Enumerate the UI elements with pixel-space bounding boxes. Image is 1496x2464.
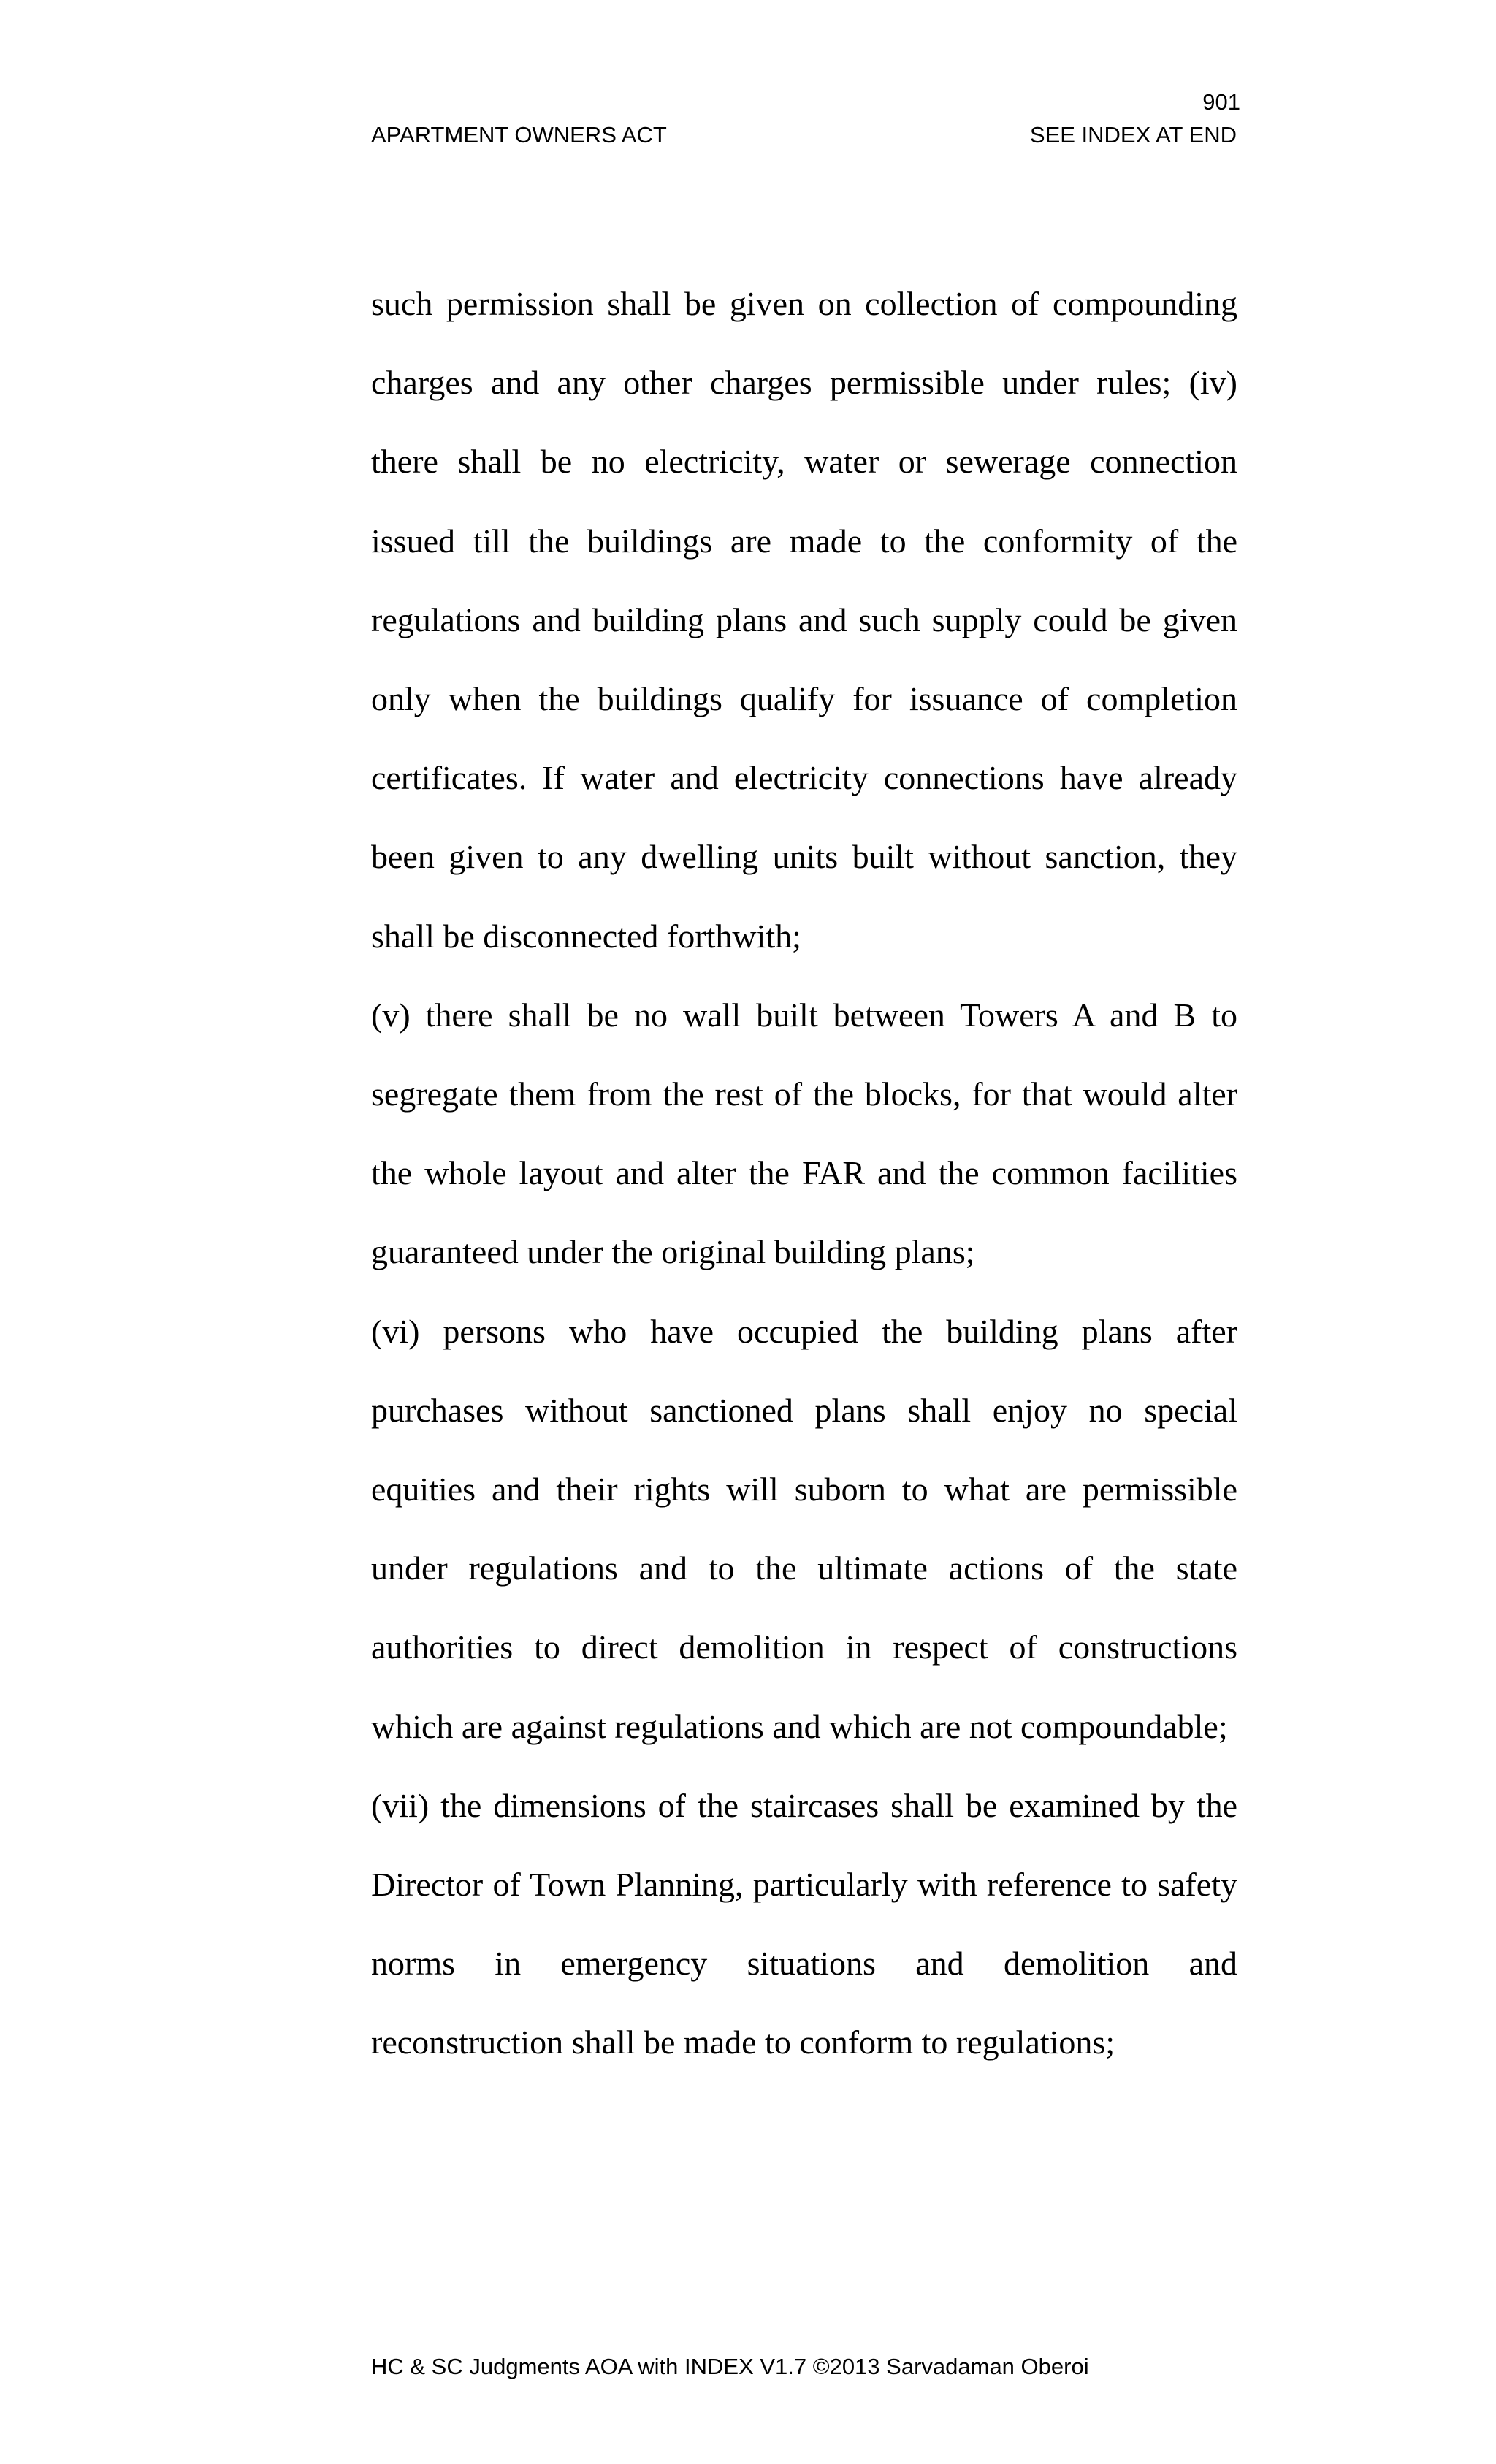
paragraph: (v) there shall be no wall built between Towers A and B to segregate them from the rest of the blocks, for that would alter the whole layout and alter the FAR and the common facilities guaranteed under the original building plans; bbox=[371, 996, 1237, 1271]
paragraph: (vi) persons who have occupied the building plans after purchases without sanctioned plans shall enjoy no special equities and their rights will suborn to what are permissible under regulations and to the ultimate actions of the state authorities to direct demolition in respect of constructions which are against regulations and which are not compoundable; bbox=[371, 1312, 1237, 1745]
header-right: SEE INDEX AT END bbox=[1029, 122, 1237, 148]
paragraph: such permission shall be given on collection of compounding charges and any other charges permissible under rules; (iv) there shall be no electricity, water or sewerage connection issued till the buildings are made to the conformity of the regulations and building plans and such supply could be given only when the buildings qualify for issuance of completion certificates. If water and electricity connections have already been given to any dwelling units built without sanction, they shall be disconnected forthwith; bbox=[371, 285, 1237, 955]
header-left: APARTMENT OWNERS ACT bbox=[371, 122, 667, 148]
page-number: 901 bbox=[1202, 89, 1240, 115]
paragraph: (vii) the dimensions of the staircases shall be examined by the Director of Town Planning, particularly with reference to safety norms in emergency situations and demolition and reconstruction shall be made to conform to regulations; bbox=[371, 1786, 1237, 2061]
footer: HC & SC Judgments AOA with INDEX V1.7 ©2013 Sarvadaman Oberoi bbox=[371, 2354, 1089, 2379]
body-text bbox=[371, 264, 1237, 2083]
